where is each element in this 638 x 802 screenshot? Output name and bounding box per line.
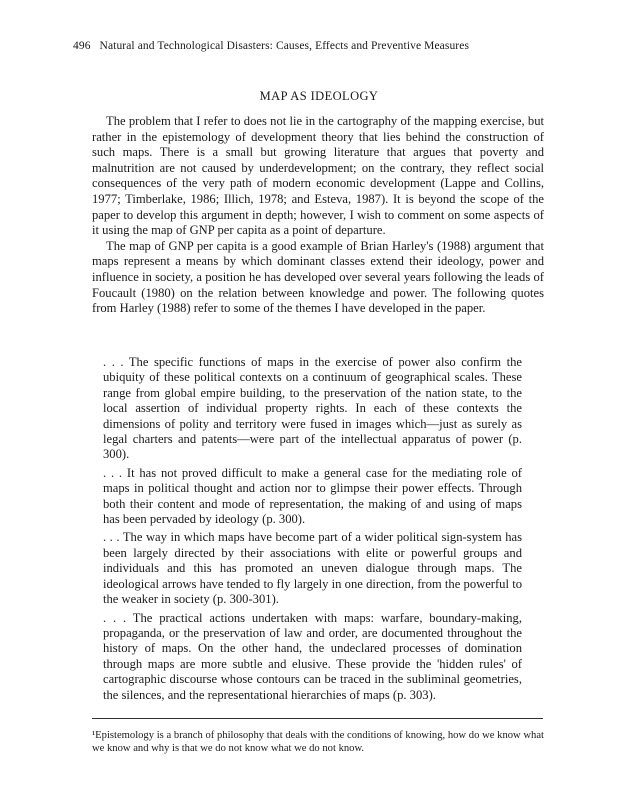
running-title: Natural and Technological Disasters: Causes, Effects and Preventive Measures [99,40,470,52]
block-quotes [103,355,522,706]
paragraph: The problem that I refer to does not lie in the cartography of the mapping exercise, but rather in the epistemology of development theory that lies behind the construction of such maps. There is a small but growing literature that argues that poverty and malnutrition are not caused by underdevelopment; on the contrary, they reflect social consequences of the very path of modern economic development (Lappe and Collins, 1977; Timberlake, 1986; Illich, 1978; and Esteva, 1987). It is beyond the scope of the paper to develop this argument in depth; however, I wish to comment on some aspects of it using the map of GNP per capita as a point of departure. [92,114,544,238]
page-number: 496 [73,40,91,52]
block-quote: . . . The specific functions of maps in the exercise of power also confirm the ubiquity of these political contexts on a continuum of geographical scales. These range from global empire building, to the preservation of the nation state, to the local assertion of individual property rights. In each of these contexts the dimensions of polity and territory were fused in images which—just as surely as legal charters and patents—were part of the intellectual apparatus of power (p. 300). [103,355,522,462]
block-quote: . . . It has not proved difficult to make a general case for the mediating role of maps in political thought and action nor to glimpse their power effects. Through both their content and mode of representation, the making of and using of maps has been pervaded by ideology (p. 300). [103,465,522,527]
footnote-rule [92,718,543,719]
block-quote: . . . The way in which maps have become part of a wider political sign-system has been largely directed by their associations with elite or powerful groups and individuals and this has promoted an uneven dialogue through maps. The ideological arrows have tended to fly largely in one direction, from the powerful to the weaker in society (p. 300-301). [103,530,522,607]
body-text [92,114,544,317]
section-title: MAP AS IDEOLOGY [259,89,379,103]
paragraph: The map of GNP per capita is a good example of Brian Harley's (1988) argument that maps represent a means by which dominant classes extend their ideology, power and influence in society, a position he has developed over several years following the leads of Foucault (1980) on the relation between knowledge and power. The following quotes from Harley (1988) refer to some of the themes I have developed in the paper. [92,238,544,316]
block-quote: . . . The practical actions undertaken with maps: warfare, boundary-making, propaganda, or the preservation of law and order, are documented throughout the history of maps. On the other hand, the undeclared processes of domination through maps are more subtle and elusive. These provide the 'hidden rules' of cartographic discourse whose contours can be traced in the subliminal geometries, the silences, and the representational hierarchies of maps (p. 303). [103,610,522,702]
running-header [73,40,469,52]
footnote: ¹Epistemology is a branch of philosophy that deals with the conditions of knowing, how do we know what we know and why is that we do not know what we do not know. [92,730,544,755]
